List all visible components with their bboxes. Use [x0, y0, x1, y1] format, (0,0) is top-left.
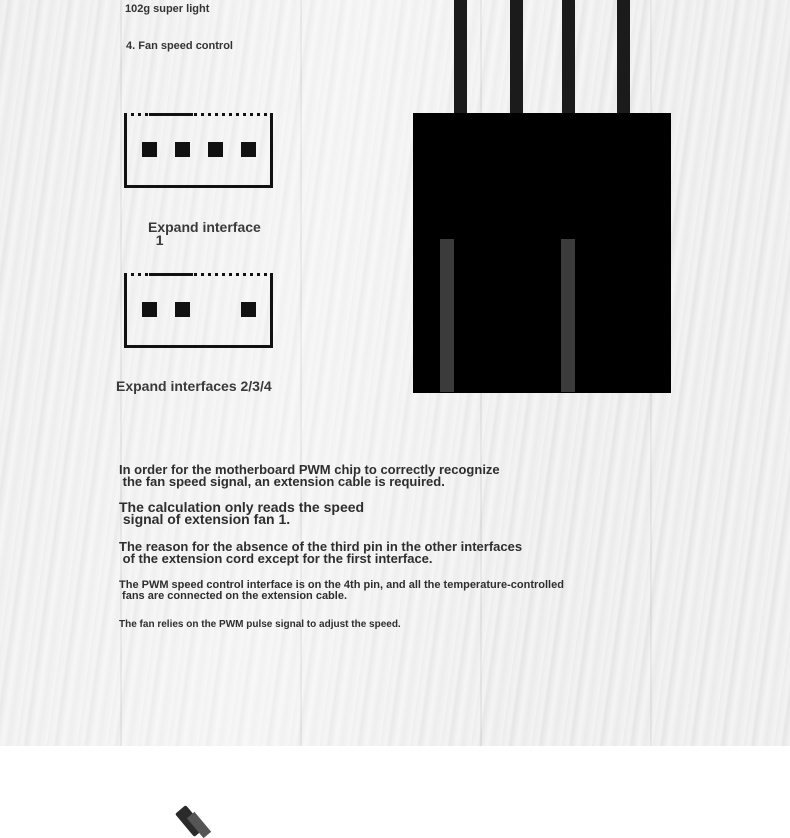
feature-heading: 4. Fan speed control — [126, 40, 233, 52]
connector-diagram-3pin — [124, 273, 273, 348]
wire-4 — [617, 0, 630, 113]
pin-3 — [208, 142, 223, 157]
plug-slot-left — [440, 239, 454, 392]
note-paragraph: The calculation only reads the speed signal of extension fan 1. — [119, 499, 365, 527]
pin-2 — [175, 302, 190, 317]
connector-diagram-4pin — [124, 113, 273, 188]
note-paragraph: In order for the motherboard PWM chip to correctly recognize the fan speed signal, an extension cable is required. — [119, 462, 500, 489]
pin-4 — [241, 142, 256, 157]
note-paragraph: The fan relies on the PWM pulse signal to adjust the speed. — [119, 619, 401, 630]
plug-slot-right — [561, 239, 575, 392]
pin-2 — [175, 142, 190, 157]
note-paragraph: The PWM speed control interface is on the 4th pin, and all the temperature-controlled fans are connected on the extension cable. — [119, 579, 564, 602]
wire-3 — [562, 0, 575, 113]
pin-1 — [142, 302, 157, 317]
interface-2-3-4-label: Expand interfaces 2/3/4 — [116, 378, 272, 394]
pin-1 — [142, 142, 157, 157]
wire-2 — [510, 0, 523, 113]
note-paragraph: The reason for the absence of the third pin in the other interfaces of the extension cord except for the first interface. — [119, 539, 523, 566]
weight-text: 102g super light — [125, 3, 210, 15]
wire-1 — [454, 0, 467, 113]
interface-1-label: Expand interface 1 — [148, 219, 261, 248]
pin-4 — [241, 302, 256, 317]
plug-body — [413, 113, 671, 393]
